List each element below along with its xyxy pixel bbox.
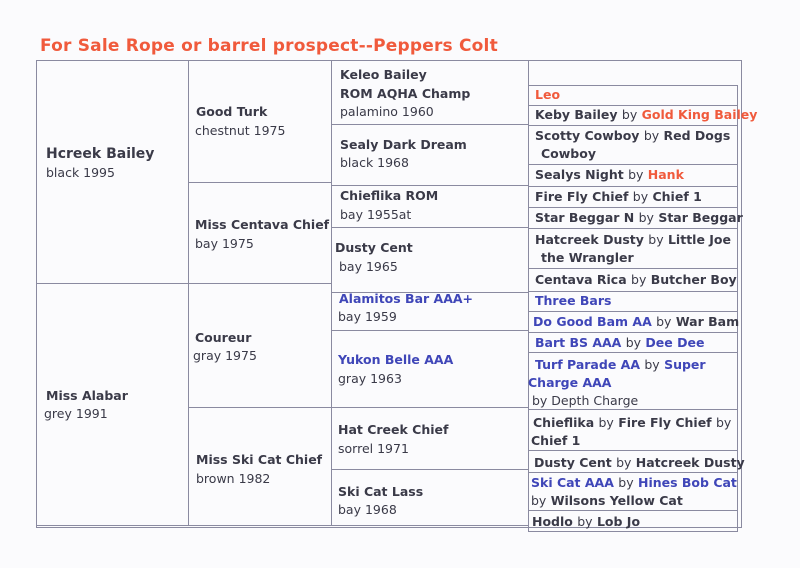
gen4-8-b: Butcher Boy [650, 272, 737, 287]
gen4-2-b: Gold King Bailey [641, 107, 758, 122]
gen4-11-text [535, 334, 704, 352]
gen3-3-name: Chieflika ROM [340, 188, 439, 203]
gen4-7-text [535, 231, 731, 249]
gen4-15-text-line2 [531, 492, 683, 510]
gen4-5-a: Fire Fly Chief [535, 189, 629, 204]
gen3-box-6 [331, 330, 529, 408]
gen4-9-a: Three Bars [535, 293, 612, 308]
gen4-3-text-line2: Cowboy [541, 146, 596, 161]
gen4-14-b: Hatcreek Dusty [635, 455, 745, 470]
gen2-3-name: Coureur [195, 330, 252, 345]
gen3-4-name: Dusty Cent [335, 240, 413, 255]
gen4-4-by: by [628, 167, 644, 182]
gen4-4-text [535, 166, 684, 184]
gen3-1-name-line1: Keleo Bailey [340, 67, 427, 82]
gen4-13-b: Fire Fly Chief [618, 415, 712, 430]
gen4-15-b: Hines Bob Cat [637, 475, 737, 490]
gen4-10-b: War Bam [675, 314, 740, 329]
gen4-7-a: Hatcreek Dusty [535, 232, 644, 247]
gen4-14-by: by [616, 455, 632, 470]
gen4-12-by: by [644, 357, 660, 372]
gen4-13-by2: by [715, 415, 732, 430]
gen4-9-text [535, 292, 611, 310]
gen3-2-detail: black 1968 [340, 155, 409, 170]
gen3-5-detail: bay 1959 [338, 309, 397, 324]
gen2-4-detail: brown 1982 [196, 471, 271, 486]
gen3-8-name: Ski Cat Lass [338, 484, 424, 499]
gen4-3-a: Scotty Cowboy [535, 128, 640, 143]
gen4-13-a: Chieflika [533, 415, 595, 430]
gen4-6-a: Star Beggar N [535, 210, 635, 225]
page-title: For Sale Rope or barrel prospect--Peppers Colt [40, 36, 498, 56]
gen2-4-name: Miss Ski Cat Chief [196, 452, 323, 467]
gen4-8-text [535, 271, 737, 289]
gen3-7-name: Hat Creek Chief [338, 422, 449, 437]
gen3-6-name: Yukon Belle AAA [338, 352, 454, 367]
gen4-5-text [535, 188, 702, 206]
gen4-6-by: by [638, 210, 654, 225]
gen4-16-text [532, 513, 640, 531]
gen4-16-b: Lob Jo [596, 514, 641, 529]
gen4-12-a: Turf Parade AA [535, 357, 640, 372]
gen4-2-by: by [621, 107, 638, 122]
gen4-6-text [535, 209, 743, 227]
gen3-4-detail: bay 1965 [339, 259, 398, 274]
gen4-10-text [533, 313, 739, 331]
gen1-dam-name: Miss Alabar [46, 388, 128, 403]
gen3-6-detail: gray 1963 [338, 371, 402, 386]
gen4-15-a: Ski Cat AAA [531, 475, 614, 490]
gen4-16-a: Hodlo [532, 514, 573, 529]
gen4-2-text [535, 106, 757, 124]
gen2-2-name: Miss Centava Chief [195, 217, 330, 232]
gen4-16-by: by [577, 514, 593, 529]
gen4-13-by: by [598, 415, 614, 430]
gen4-11-a: Bart BS AAA [535, 335, 622, 350]
gen4-15-by: by [618, 475, 634, 490]
gen4-12-text-line3: by Depth Charge [532, 393, 639, 408]
gen4-12-text [535, 356, 706, 374]
gen3-1-name-line2: ROM AQHA Champ [340, 86, 471, 101]
gen4-4-a: Sealys Night [535, 167, 624, 182]
gen3-5-name: Alamitos Bar AAA+ [339, 291, 474, 306]
gen4-15-text [531, 474, 737, 492]
gen4-5-by: by [632, 189, 649, 204]
gen3-2-name: Sealy Dark Dream [340, 137, 467, 152]
gen4-3-b: Red Dogs [663, 128, 731, 143]
gen4-1-a: Leo [535, 87, 561, 102]
gen4-2-a: Keby Bailey [535, 107, 618, 122]
gen4-15-by2: by [531, 493, 547, 508]
gen4-10-by: by [656, 314, 672, 329]
gen4-10-a: Do Good Bam AA [533, 314, 652, 329]
gen4-11-by: by [625, 335, 642, 350]
gen4-8-by: by [631, 272, 647, 287]
gen4-6-b: Star Beggar [658, 210, 743, 225]
gen4-12-text-line2: Charge AAA [528, 375, 612, 390]
gen2-1-detail: chestnut 1975 [195, 123, 286, 138]
gen4-3-text [535, 127, 730, 145]
gen3-3-detail: bay 1955at [340, 207, 412, 222]
gen4-8-a: Centava Rica [535, 272, 627, 287]
gen3-8-detail: bay 1968 [338, 502, 397, 517]
gen4-3-by: by [643, 128, 660, 143]
gen1-sire-name: Hcreek Bailey [46, 146, 155, 162]
gen1-sire-detail: black 1995 [46, 165, 115, 180]
gen4-15-c: Wilsons Yellow Cat [550, 493, 683, 508]
gen2-3-detail: gray 1975 [193, 348, 257, 363]
gen4-11-b: Dee Dee [645, 335, 705, 350]
gen4-13-text-line2: Chief 1 [531, 433, 581, 448]
gen4-7-by: by [648, 232, 664, 247]
gen4-7-b: Little Joe [667, 232, 731, 247]
gen4-5-b: Chief 1 [652, 189, 702, 204]
gen2-1-name: Good Turk [196, 104, 268, 119]
gen4-14-text [534, 454, 745, 472]
gen1-dam-detail: grey 1991 [44, 406, 108, 421]
gen2-2-detail: bay 1975 [195, 236, 254, 251]
gen4-4-b: Hank [647, 167, 684, 182]
gen4-12-b: Super [664, 357, 706, 372]
gen3-1-detail: palamino 1960 [340, 104, 434, 119]
gen4-13-text [533, 414, 731, 432]
gen3-7-detail: sorrel 1971 [338, 441, 409, 456]
gen4-7-text-line2: the Wrangler [541, 250, 634, 265]
gen4-14-a: Dusty Cent [534, 455, 612, 470]
gen4-1-text [535, 86, 560, 104]
